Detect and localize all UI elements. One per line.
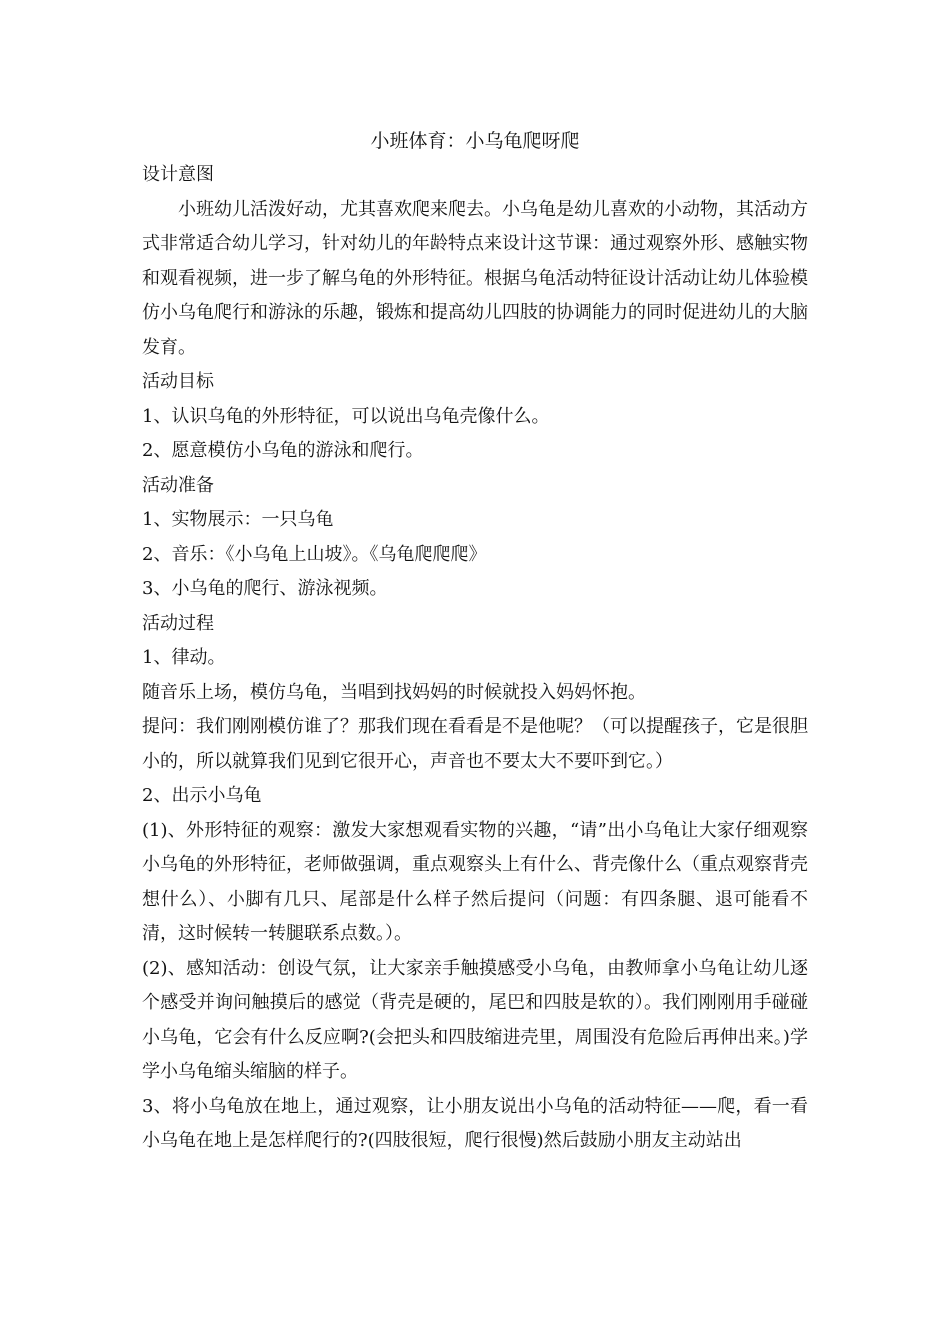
document-title: 小班体育：小乌龟爬呀爬: [370, 130, 580, 152]
goal-item-1: 1、认识乌龟的外形特征，可以说出乌龟壳像什么。: [142, 405, 550, 427]
goal-item-2: 2、愿意模仿小乌龟的游泳和爬行。: [142, 440, 424, 461]
section-heading-process: 活动过程: [142, 612, 214, 634]
process-paragraph-6: (2)、感知活动：创设气氛，让大家亲手触摸感受小乌龟，由教师拿小乌龟让幼儿逐个感受并询问触摸后的感觉（背壳是硬的，尾巴和四肢是软的）。我们刚刚用手碰碰小乌龟，它会有什么反应啊?(会把头和四肢缩进壳里，周围没有危险后再伸出来。)学学小乌龟缩头缩脑的样子。: [142, 957, 808, 1082]
preparation-item-2: 2、音乐：《小乌龟上山坡》。《乌龟爬爬爬》: [142, 543, 487, 565]
process-paragraph-3: 提问：我们刚刚模仿谁了？那我们现在看看是不是他呢？（可以提醒孩子，它是很胆小的，所以就算我们见到它很开心，声音也不要太大不要吓到它。）: [142, 716, 808, 772]
preparation-item-3: 3、小乌龟的爬行、游泳视频。: [142, 578, 388, 599]
section-heading-goals: 活动目标: [142, 371, 214, 392]
section-heading-preparation: 活动准备: [142, 474, 214, 496]
process-paragraph-7: 3、将小乌龟放在地上，通过观察，让小朋友说出小乌龟的活动特征——爬，看一看小乌龟在地上是怎样爬行的?(四肢很短，爬行很慢)然后鼓励小朋友主动站出: [142, 1095, 808, 1151]
design-intent-paragraph: 小班幼儿活泼好动，尤其喜欢爬来爬去。小乌龟是幼儿喜欢的小动物，其活动方式非常适合幼儿学习，针对幼儿的年龄特点来设计这节课：通过观察外形、感触实物和观看视频，进一步了解乌龟的外形特征。根据乌龟活动特征设计活动让幼儿体验模仿小乌龟爬行和游泳的乐趣，锻炼和提高幼儿四肢的协调能力的同时促进幼儿的大脑发育。: [142, 198, 808, 358]
process-paragraph-2: 随音乐上场，模仿乌龟，当唱到找妈妈的时候就投入妈妈怀抱。: [142, 681, 646, 703]
process-paragraph-4: 2、出示小乌龟: [142, 785, 262, 806]
process-paragraph-5: (1)、外形特征的观察：激发大家想观看实物的兴趣，“请”出小乌龟让大家仔细观察小乌龟的外形特征，老师做强调，重点观察头上有什么、背壳像什么（重点观察背壳想什么）、小脚有几只、尾部是什么样子然后提问（问题：有四条腿、退可能看不清，这时候转一转腿联系点数。）。: [142, 819, 808, 944]
preparation-item-1: 1、实物展示：一只乌龟: [142, 509, 334, 530]
process-paragraph-1: 1、律动。: [142, 647, 226, 668]
section-heading-design-intent: 设计意图: [142, 164, 214, 185]
